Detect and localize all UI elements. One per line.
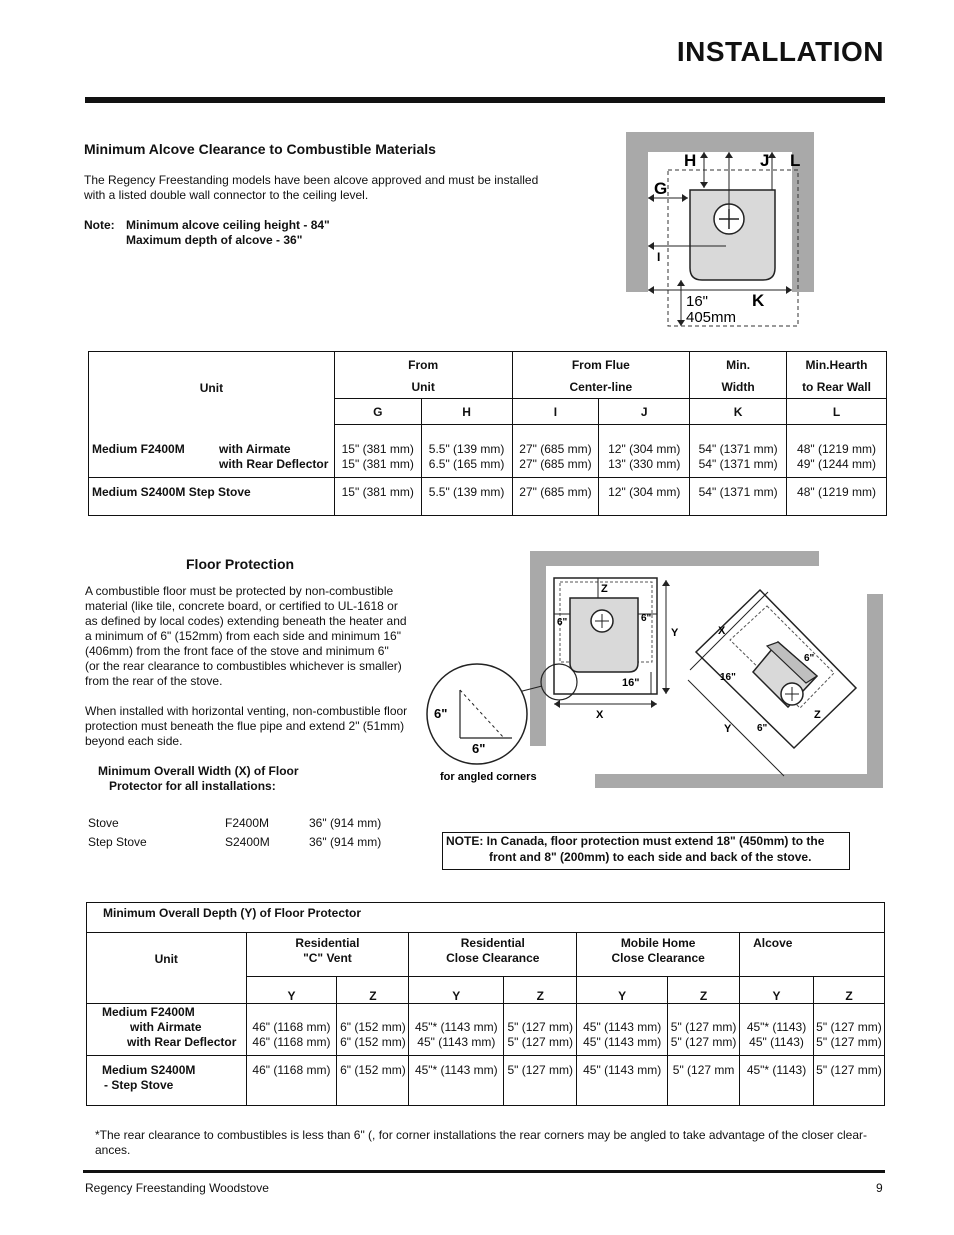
label-j: J <box>760 151 770 170</box>
table1-min-width: Min. Width <box>690 352 787 399</box>
alcove-note <box>126 218 330 248</box>
table2-row2-cell: 45"* (1143) <box>740 1056 814 1106</box>
table2-res-close-header: Residential Close Clearance <box>409 933 577 977</box>
alcove-note-line: Maximum depth of alcove - 36" <box>126 233 303 247</box>
corner-wall-bottom <box>595 774 883 788</box>
alcove-clearance-diagram <box>620 128 820 333</box>
label-l: L <box>790 151 801 170</box>
table2-row2-cell: 5" (127 mm) <box>504 1056 577 1106</box>
table2-row1-unit: Medium F2400M with Airmate with Rear Deflector <box>87 1004 247 1056</box>
label-405mm: 405mm <box>686 309 737 326</box>
label-6-right: 6" <box>641 613 652 624</box>
rear-wall <box>530 551 819 566</box>
table2-row2-cell: 46" (1168 mm) <box>246 1056 337 1106</box>
table2-row1-cell: 5" (127 mm) 5" (127 mm) <box>813 1004 884 1056</box>
table1-col-i: I <box>512 399 599 425</box>
label-g: G <box>654 179 668 198</box>
page-title: INSTALLATION <box>676 36 884 67</box>
table-row <box>89 478 887 516</box>
table1-row1-j: 12" (304 mm) 13" (330 mm) <box>599 425 690 478</box>
table1-from-unit: From Unit <box>334 352 512 399</box>
table2-title: Minimum Overall Depth (Y) of Floor Protector <box>87 903 885 933</box>
table1-col-j: J <box>599 399 690 425</box>
footer-title: Regency Freestanding Woodstove <box>85 1181 269 1195</box>
table2-row1-cell: 45" (1143 mm) 45" (1143 mm) <box>577 1004 668 1056</box>
table2-row2-cell: 45"* (1143 mm) <box>409 1056 504 1106</box>
table2-row2-cell: 6" (152 mm) <box>337 1056 409 1106</box>
corner-label-z: Z <box>814 709 821 721</box>
table1-row2-unit: Medium S2400M Step Stove <box>89 478 335 516</box>
table2-col-z: Z <box>813 977 884 1004</box>
label-z: Z <box>601 583 608 595</box>
table2-unit-header: Unit <box>87 933 247 977</box>
floor-paragraph-1: A combustible floor must be protected by non-combustible material (like tile, concrete board, or certified to UL-1618 or as defined by local codes) extending beneath the heater and a minimum of 6" (152mm) from each side and minimum 16" (406mm) from the front face of the stove and minimum 6" (or the rear clearance to combustibles whichever is smaller) from the rear of the stove. <box>85 584 407 688</box>
footnote: *The rear clearance to combustibles is less than 6" (, for corner installations the rear corners may be angled to take advantage of the closer clear- ances. <box>95 1128 867 1157</box>
corner-label-6-bottom: 6" <box>757 723 768 734</box>
table-row <box>89 425 887 478</box>
table2-col-z: Z <box>504 977 577 1004</box>
table1-row2-i: 27" (685 mm) <box>512 478 599 516</box>
table1-row1-h: 5.5" (139 mm) 6.5" (165 mm) <box>421 425 512 478</box>
table2-row1-cell: 46" (1168 mm) 46" (1168 mm) <box>246 1004 337 1056</box>
table-row <box>87 1056 885 1106</box>
table2-col-y: Y <box>246 977 337 1004</box>
alcove-clearance-table <box>88 351 887 516</box>
corner-wall-right <box>867 594 883 788</box>
table2-res-c-header: Residential "C" Vent <box>246 933 409 977</box>
canada-note: NOTE: In Canada, floor protection must extend 18" (450mm) to the front and 8" (200mm) to each side and back of the stove. <box>442 832 850 870</box>
table1-row1-l: 48" (1219 mm) 49" (1244 mm) <box>787 425 887 478</box>
label-k: K <box>752 291 765 310</box>
table2-col-y: Y <box>577 977 668 1004</box>
floor-heading: Floor Protection <box>186 556 295 572</box>
floor-protection-diagram <box>420 548 890 790</box>
table1-col-l: L <box>787 399 887 425</box>
stove-body <box>690 190 775 280</box>
corner-label-16: 16" <box>720 672 736 683</box>
table1-row2-k: 54" (1371 mm) <box>690 478 787 516</box>
corner-label-y: Y <box>724 723 732 735</box>
table2-row1-cell: 45"* (1143 mm) 45" (1143 mm) <box>409 1004 504 1056</box>
alcove-intro-line: The Regency Freestanding models have been alcove approved and must be installed <box>84 173 539 187</box>
table1-col-k: K <box>690 399 787 425</box>
table1-from-flue: From Flue Center-line <box>512 352 690 399</box>
stove-top-view <box>570 598 638 672</box>
table1-row2-g: 15" (381 mm) <box>334 478 421 516</box>
alcove-intro-line: with a listed double wall connector to the ceiling level. <box>84 188 369 202</box>
table1-unit-header: Unit <box>89 352 335 425</box>
label-y: Y <box>671 627 679 639</box>
min-width-heading: Minimum Overall Width (X) of Floor Protector for all installations: <box>98 764 299 793</box>
table1-row2-j: 12" (304 mm) <box>599 478 690 516</box>
table2-row2-cell: 45" (1143 mm) <box>577 1056 668 1106</box>
table2-row1-cell: 5" (127 mm) 5" (127 mm) <box>668 1004 740 1056</box>
table2-alcove-header: Alcove <box>740 933 885 977</box>
corner-label-6-top: 6" <box>804 653 815 664</box>
list-item: Stove F2400M 36" (914 mm) <box>88 816 382 830</box>
list-item: Step Stove S2400M 36" (914 mm) <box>88 835 382 849</box>
header-rule <box>85 97 885 103</box>
detail-6-horizontal: 6" <box>472 741 486 756</box>
alcove-intro <box>84 173 564 203</box>
table2-row1-cell: 5" (127 mm) 5" (127 mm) <box>504 1004 577 1056</box>
table2-mobile-header: Mobile Home Close Clearance <box>577 933 740 977</box>
detail-6-vertical: 6" <box>434 706 448 721</box>
side-wall <box>530 551 546 746</box>
table2-col-z: Z <box>668 977 740 1004</box>
table1-col-g: G <box>334 399 421 425</box>
table1-row1-i: 27" (685 mm) 27" (685 mm) <box>512 425 599 478</box>
floor-depth-table <box>86 902 885 1106</box>
label-h: H <box>684 151 697 170</box>
page-number: 9 <box>876 1181 883 1195</box>
table1-col-h: H <box>421 399 512 425</box>
label-i: I <box>657 250 661 264</box>
table1-row2-h: 5.5" (139 mm) <box>421 478 512 516</box>
label-16: 16" <box>622 677 640 689</box>
table1-min-hearth: Min.Hearth to Rear Wall <box>787 352 887 399</box>
alcove-note-line: Minimum alcove ceiling height - 84" <box>126 218 330 232</box>
table2-col-y: Y <box>409 977 504 1004</box>
alcove-note-label: Note: <box>84 218 115 232</box>
table2-col-z: Z <box>337 977 409 1004</box>
table1-row2-l: 48" (1219 mm) <box>787 478 887 516</box>
table2-row1-cell: 6" (152 mm) 6" (152 mm) <box>337 1004 409 1056</box>
table1-row1-g: 15" (381 mm) 15" (381 mm) <box>334 425 421 478</box>
label-16: 16" <box>686 293 709 310</box>
floor-paragraph-2: When installed with horizontal venting, non-combustible floor protection must beneath the flue pipe and extend 2" (51mm) beyond each side. <box>85 704 408 748</box>
label-6-left: 6" <box>557 617 568 628</box>
corner-label-x: X <box>718 625 726 637</box>
footer-rule <box>83 1170 885 1173</box>
table1-row1-k: 54" (1371 mm) 54" (1371 mm) <box>690 425 787 478</box>
alcove-heading: Minimum Alcove Clearance to Combustible Materials <box>84 141 436 157</box>
label-x: X <box>596 709 604 721</box>
table2-row2-unit: Medium S2400M - Step Stove <box>87 1056 247 1106</box>
table-row <box>87 1004 885 1056</box>
detail-caption: for angled corners <box>440 771 537 783</box>
table2-row1-cell: 45"* (1143) 45" (1143) <box>740 1004 814 1056</box>
min-width-list <box>88 816 408 854</box>
table2-row2-cell: 5" (127 mm <box>668 1056 740 1106</box>
table1-row1-unit: Medium F2400M with Airmate with Rear Deflector <box>89 425 335 478</box>
table2-col-y: Y <box>740 977 814 1004</box>
table2-row2-cell: 5" (127 mm) <box>813 1056 884 1106</box>
